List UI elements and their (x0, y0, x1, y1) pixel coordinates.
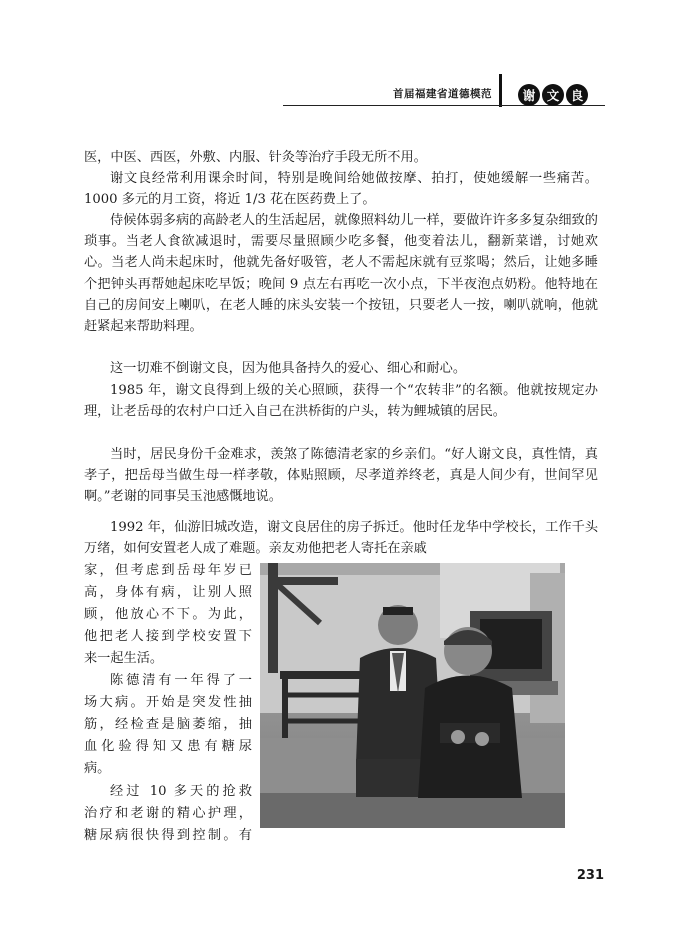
paragraph-7-line-2: 高，身体有病，让别人照 (84, 585, 252, 600)
paragraph-3: 侍候体弱多病的高龄老人的生活起居，就像照料幼儿一样，要做许许多多复杂细致的琐事。当老人食欲减退时，需要尽量照顾少吃多餐，他变着法儿，翻新菜谱，讨她欢心。当老人尚未起床时，他就先备好吸管，老人不需起床就有豆浆喝；然后，让她多睡个把钟头再帮她起床吃早饭；晚间 9 点左右再吃一次小点，下半夜泡点奶粉。他特地在自己的房间安上喇叭，在老人睡的床头安装一个按钮，只要老人一按，喇叭就响，他就赶紧起来帮助料理。 (84, 213, 598, 335)
paragraph-4: 这一切难不倒谢文良，因为他具备持久的爱心、细心和耐心。 (110, 361, 467, 376)
paragraph-8-line-1: 陈德清有一年得了一 (110, 673, 252, 688)
name-char-2: 文 (542, 84, 564, 106)
header-name-badge (518, 84, 588, 110)
header-series-title: 首届福建省道德模范 (393, 88, 492, 100)
paragraph-8-line-5: 病。 (84, 761, 111, 776)
paragraph-9-line-2: 治疗和老谢的精心护理， (84, 806, 252, 821)
paragraph-9-line-1: 经过 10 多天的抢救 (110, 784, 252, 799)
paragraph-8-line-4: 血化验得知又患有糖尿 (84, 739, 252, 754)
page-number: 231 (576, 868, 604, 883)
photo-two-people-seated (260, 563, 565, 828)
paragraph-7-line-4: 他把老人接到学校安置下 (84, 629, 252, 644)
paragraph-7: 1992 年，仙游旧城改造，谢文良居住的房子拆迁。他时任龙华中学校长，工作千头万绪，如何安置老人成了难题。亲友劝他把老人寄托在亲戚 (84, 520, 598, 557)
paragraph-1: 医，中医、西医，外敷、内服、针灸等治疗手段无所不用。 (84, 150, 427, 165)
paragraph-9-line-3: 糖尿病很快得到控制。有 (84, 828, 252, 843)
paragraph-8-line-2: 场大病。开始是突发性抽 (84, 695, 252, 710)
paragraph-7-line-3: 顾，他放心不下。为此， (84, 607, 252, 622)
name-char-1: 谢 (518, 84, 540, 106)
paragraph-7-line-5: 来一起生活。 (84, 651, 164, 666)
paragraph-7-line-1: 家，但考虑到岳母年岁已 (84, 563, 252, 578)
photo-illustration (260, 563, 565, 828)
paragraph-6: 当时，居民身份千金难求，羡煞了陈德清老家的乡亲们。“好人谢文良，真性情，真孝子，把岳母当做生母一样孝敬，体贴照顾，尽孝道养终老，真是人间少有，世间罕见啊。”老谢的同事吴玉池感慨地说。 (84, 447, 598, 505)
paragraph-8-line-3: 筋，经检查是脑萎缩，抽 (84, 717, 252, 732)
paragraph-5: 1985 年，谢文良得到上级的关心照顾，获得一个“农转非”的名额。他就按规定办理，让老岳母的农村户口迁入自己在洪桥街的户头，转为鲤城镇的居民。 (84, 383, 598, 420)
name-char-3: 良 (566, 84, 588, 106)
paragraph-2: 谢文良经常利用课余时间，特别是晚间给她做按摩、拍打，使她缓解一些痛苦。1000 多元的月工资，将近 1/3 花在医药费上了。 (84, 171, 598, 208)
header-divider-bar (499, 74, 502, 107)
